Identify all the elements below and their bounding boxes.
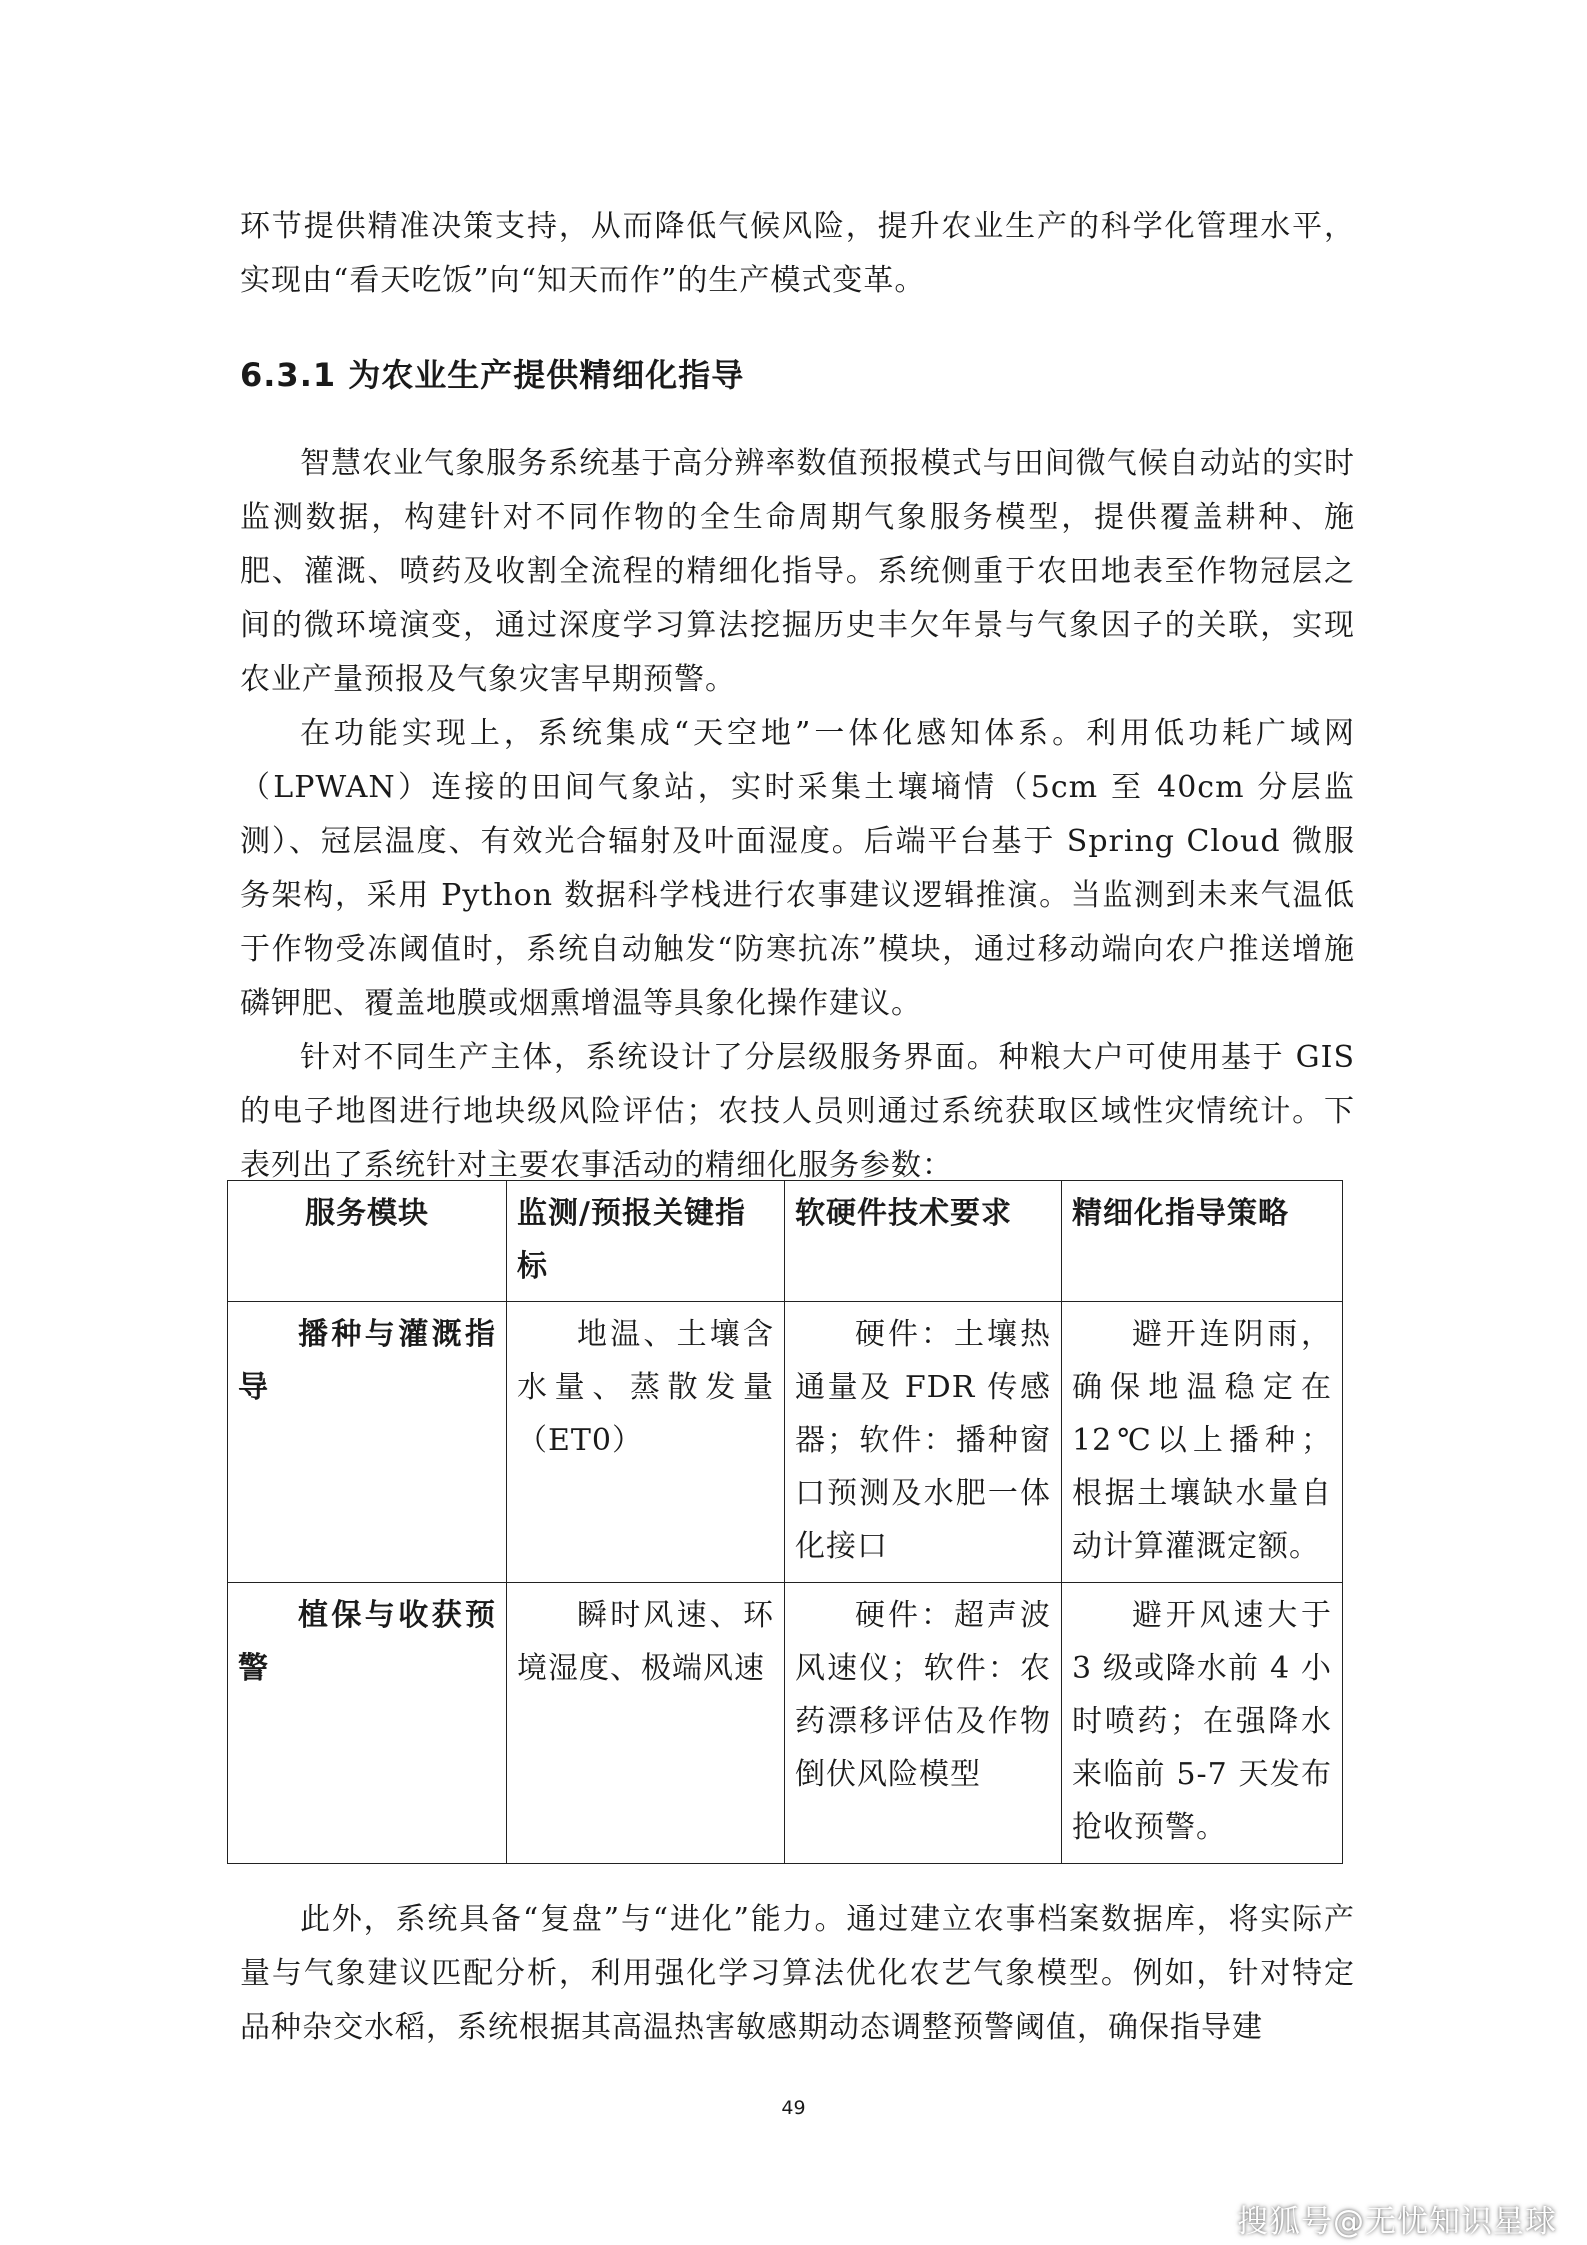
table-cell-tech: 硬件：超声波风速仪；软件：农药漂移评估及作物倒伏风险模型 — [785, 1583, 1062, 1864]
table-header-cell: 软硬件技术要求 — [785, 1181, 1062, 1302]
table-row — [228, 1302, 1343, 1583]
body-paragraph-2: 在功能实现上，系统集成“天空地”一体化感知体系。利用低功耗广域网（LPWAN）连接的田间气象站，实时采集土壤墒情（5cm 至 40cm 分层监测）、冠层温度、有效光合辐射及叶面湿度。后端平台基于 Spring Cloud 微服务架构，采用 Python 数据科学栈进行农事建议逻辑推演。当监测到未来气温低于作物受冻阈值时，系统自动触发“防寒抗冻”模块，通过移动端向农户推送增施磷钾肥、覆盖地膜或烟熏增温等具象化操作建议。 — [240, 716, 1355, 1021]
table-header-row — [228, 1181, 1343, 1302]
table-cell-strategy: 避开风速大于 3 级或降水前 4 小时喷药；在强降水来临前 5-7 天发布抢收预警。 — [1062, 1583, 1343, 1864]
intro-paragraph: 环节提供精准决策支持，从而降低气候风险，提升农业生产的科学化管理水平，实现由“看天吃饭”向“知天而作”的生产模式变革。 — [240, 209, 1355, 298]
section-heading: 6.3.1 为农业生产提供精细化指导 — [240, 356, 745, 394]
table-header-cell: 服务模块 — [228, 1181, 507, 1302]
table-row — [228, 1583, 1343, 1864]
table-cell-module: 播种与灌溉指导 — [228, 1302, 507, 1583]
table-cell-tech: 硬件：土壤热通量及 FDR 传感器；软件：播种窗口预测及水肥一体化接口 — [785, 1302, 1062, 1583]
table-cell-strategy: 避开连阴雨，确保地温稳定在 12℃以上播种；根据土壤缺水量自动计算灌溉定额。 — [1062, 1302, 1343, 1583]
closing-paragraph: 此外，系统具备“复盘”与“进化”能力。通过建立农事档案数据库，将实际产量与气象建议匹配分析，利用强化学习算法优化农艺气象模型。例如，针对特定品种杂交水稻，系统根据其高温热害敏感期动态调整预警阈值，确保指导建 — [240, 1902, 1355, 2045]
source-watermark: 搜狐号@无忧知识星球 — [1237, 2204, 1557, 2240]
body-paragraph-3: 针对不同生产主体，系统设计了分层级服务界面。种粮大户可使用基于 GIS 的电子地图进行地块级风险评估；农技人员则通过系统获取区域性灾情统计。下表列出了系统针对主要农事活动的精细化服务参数： — [240, 1040, 1355, 1183]
table-cell-indicators: 瞬时风速、环境湿度、极端风速 — [507, 1583, 785, 1864]
table-header-cell: 精细化指导策略 — [1062, 1181, 1343, 1302]
page-number: 49 — [781, 2097, 806, 2119]
table-header-cell: 监测/预报关键指标 — [507, 1181, 785, 1302]
table-cell-module: 植保与收获预警 — [228, 1583, 507, 1864]
service-parameter-table — [227, 1180, 1343, 1864]
table-cell-indicators: 地温、土壤含水量、蒸散发量（ET0） — [507, 1302, 785, 1583]
body-paragraph-1: 智慧农业气象服务系统基于高分辨率数值预报模式与田间微气候自动站的实时监测数据，构建针对不同作物的全生命周期气象服务模型，提供覆盖耕种、施肥、灌溉、喷药及收割全流程的精细化指导。系统侧重于农田地表至作物冠层之间的微环境演变，通过深度学习算法挖掘历史丰欠年景与气象因子的关联，实现农业产量预报及气象灾害早期预警。 — [240, 446, 1355, 697]
